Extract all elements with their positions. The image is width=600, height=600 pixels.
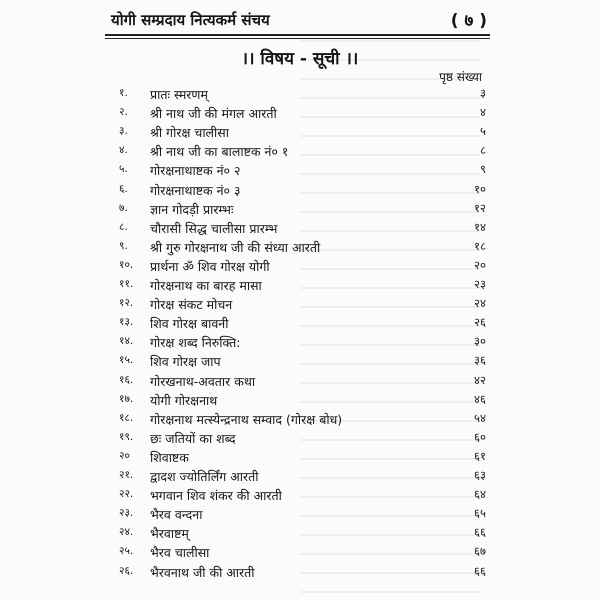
toc-entry xyxy=(0,506,600,525)
toc-heading: ।। विषय - सूची ।। xyxy=(241,49,359,69)
toc-entry-title: गोरक्षनाथाष्टक नं० ३ xyxy=(150,182,241,198)
toc-entry-number: १२. xyxy=(119,297,134,310)
page-number: ( ७ ) xyxy=(450,11,487,31)
toc-entry xyxy=(0,525,600,544)
toc-entry-page: ५ xyxy=(480,124,486,139)
toc-entry-title: ज्ञान गोदड़ी प्रारम्भः xyxy=(150,201,234,217)
toc-entry-title: भैरव चालीसा xyxy=(150,545,210,561)
toc-entry-title: भैरवाष्टम् xyxy=(150,526,189,542)
toc-entry xyxy=(0,201,600,220)
toc-entry-title: गोरक्ष शब्द निरुक्ति: xyxy=(150,335,241,351)
toc-entry-number: ६. xyxy=(119,182,128,195)
toc-entry-number: २५. xyxy=(119,545,134,558)
toc-entry-page: २३ xyxy=(474,277,486,291)
page-column-label: पृष्ठ संख्या xyxy=(439,70,482,84)
toc-entry-title: गोरक्षनाथाष्टक नं० २ xyxy=(150,163,241,179)
toc-entry-title: गोरखनाथ-अवतार कथा xyxy=(150,373,256,389)
toc-entry-page: ६६ xyxy=(474,563,486,578)
header-rule xyxy=(105,34,490,36)
toc-entry-number: २६. xyxy=(119,564,134,577)
toc-entry-number: १५. xyxy=(119,354,134,367)
toc-entry-number: ७. xyxy=(119,201,128,214)
toc-entry xyxy=(0,334,600,353)
toc-entry-number: २४. xyxy=(119,526,134,539)
toc-entry xyxy=(0,315,600,334)
toc-entry-number: ४. xyxy=(119,144,128,157)
toc-entry-page: ६७ xyxy=(474,544,486,559)
toc-entry-number: २२. xyxy=(119,488,134,501)
toc-entry xyxy=(0,86,600,105)
toc-entry-number: २३. xyxy=(119,507,134,520)
toc-entry-number: १८. xyxy=(119,411,134,424)
toc-entry xyxy=(0,258,600,277)
toc-entry-title: गोरक्षनाथ का बारह मासा xyxy=(150,278,262,293)
toc-entry xyxy=(0,239,600,258)
toc-entry-page: ५४ xyxy=(474,410,486,425)
toc-entry-page: ६१ xyxy=(474,448,486,463)
toc-entry-page: १४ xyxy=(474,219,486,234)
toc-entry-page: १८ xyxy=(474,238,486,253)
toc-entry xyxy=(0,277,600,296)
toc-entry-title: योगी गोरक्षनाथ xyxy=(150,392,218,408)
toc-entry-number: १९. xyxy=(119,430,134,443)
toc-entry-number: १. xyxy=(119,87,128,99)
toc-entry-title: गोरक्षनाथ मत्स्येन्द्रनाथ सम्वाद (गोरक्ष बोध) xyxy=(150,411,343,427)
toc-entry-number: ९. xyxy=(119,239,128,252)
toc-entry-page: ६४ xyxy=(474,487,486,502)
toc-entry-page: ४२ xyxy=(474,372,486,387)
toc-entry xyxy=(0,564,600,583)
toc-entry-page: ४६ xyxy=(474,391,486,406)
toc-entry xyxy=(0,544,600,563)
toc-entry-title: श्री नाथ जी का बालाष्टक नं० १ xyxy=(150,144,289,160)
toc-entry-number: ३. xyxy=(119,125,128,138)
toc-entry-number: ८. xyxy=(119,220,128,233)
toc-entry-number: १६. xyxy=(119,373,134,386)
toc-entry-title: प्रार्थना ॐ शिव गोरक्ष योगी xyxy=(150,258,270,274)
toc-entry-page: ६३ xyxy=(474,468,486,482)
toc-entry-page: ९ xyxy=(480,162,486,177)
toc-entry xyxy=(0,105,600,124)
toc-entry-title: भगवान शिव शंकर की आरती xyxy=(150,488,282,504)
toc-entry-page: १० xyxy=(474,181,486,196)
toc-entry xyxy=(0,143,600,162)
toc-entry-title: द्वादश ज्योतिर्लिंग आरती xyxy=(150,469,259,484)
toc-entry-page: २६ xyxy=(474,315,486,330)
toc-entry-page: ६५ xyxy=(474,506,486,521)
toc-entry-number: ५. xyxy=(119,163,128,176)
toc-entry-number: २० xyxy=(119,449,130,462)
toc-entry-title: चौरासी सिद्ध चालीसा प्रारम्भ xyxy=(150,220,278,236)
toc-entry-title: भैरव वन्दना xyxy=(150,507,203,523)
toc-entry xyxy=(0,449,600,468)
toc-entry-page: १२ xyxy=(474,200,486,215)
toc-entry xyxy=(0,296,600,315)
toc-entry-title: छः जतियों का शब्द xyxy=(150,430,236,446)
toc-entry-title: श्री नाथ जी की मंगल आरती xyxy=(150,106,277,122)
toc-entry-page: २४ xyxy=(474,296,486,311)
running-header xyxy=(105,8,489,34)
toc-entry-page: ६० xyxy=(474,429,486,444)
toc-entry xyxy=(0,182,600,201)
toc-entry xyxy=(0,487,600,506)
toc-entry-title: शिव गोरक्ष जाप xyxy=(150,354,221,370)
toc-entry-number: २१. xyxy=(119,469,134,481)
toc-entry-title: शिव गोरक्ष बावनी xyxy=(150,316,229,332)
toc-entry xyxy=(0,124,600,143)
toc-entry-number: १०. xyxy=(119,258,134,271)
toc-entry xyxy=(0,220,600,239)
toc-entry xyxy=(0,353,600,372)
toc-entry-number: १७. xyxy=(119,392,134,405)
book-title: योगी सम्प्रदाय नित्यकर्म संचय xyxy=(111,11,270,29)
toc-entry-page: २० xyxy=(474,257,486,272)
toc-entry-title: प्रातः स्मरणम् xyxy=(150,87,208,102)
toc-entry xyxy=(0,392,600,411)
toc-entry-number: १४. xyxy=(119,335,134,348)
toc-entry-title: शिवाष्टक xyxy=(150,449,189,465)
toc-entry-title: श्री गोरक्ष चालीसा xyxy=(150,125,229,141)
toc-entry-title: श्री गुरु गोरक्षनाथ जी की संध्या आरती xyxy=(150,239,321,255)
toc-entry-page: ३० xyxy=(474,334,486,349)
toc-entry-number: २. xyxy=(119,106,128,119)
toc-entry xyxy=(0,162,600,181)
toc-entry-number: ११. xyxy=(119,278,134,290)
toc-entry-page: ३६ xyxy=(474,353,486,368)
toc-entry-page: ८ xyxy=(480,143,486,158)
toc-entry-title: गोरक्ष संकट मोचन xyxy=(150,297,233,313)
toc-entry xyxy=(0,373,600,392)
toc-entry-number: १३. xyxy=(119,316,134,329)
toc-entry-title: भैरवनाथ जी की आरती xyxy=(150,564,255,580)
toc-entry-page: ३ xyxy=(480,86,486,100)
toc-entry-page: ६६ xyxy=(474,525,486,540)
toc-entry-page: ४ xyxy=(480,105,486,120)
toc-entry xyxy=(0,411,600,430)
header-rule-thin xyxy=(105,38,490,39)
toc-entry xyxy=(0,430,600,449)
toc-entry xyxy=(0,468,600,487)
